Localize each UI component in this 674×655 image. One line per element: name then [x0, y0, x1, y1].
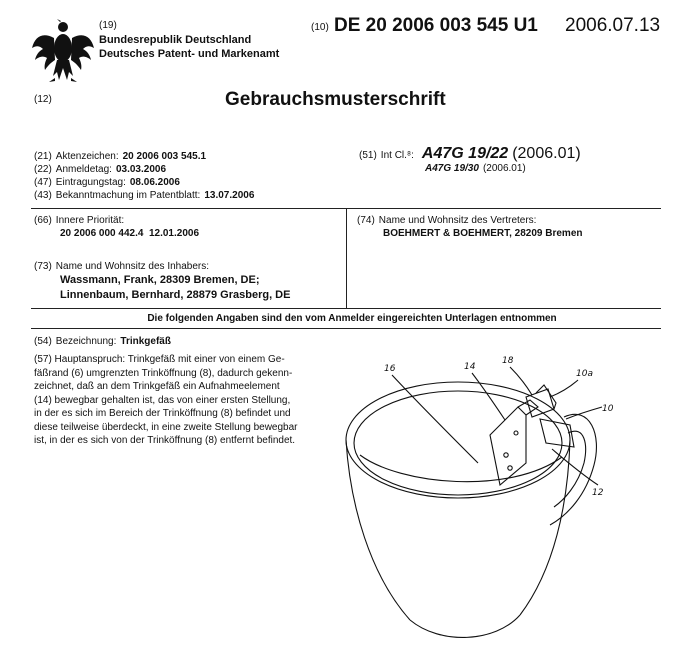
inid-code: (22) [34, 164, 52, 175]
primary-classification-year: (2006.01) [512, 145, 581, 162]
claim-line: (14) bewegbar gehalten ist, das von einer ersten Stellung, [34, 394, 291, 406]
inid-code: (47) [34, 177, 52, 188]
representative-label: Name und Wohnsitz des Vertreters: [378, 215, 537, 226]
patent-drawing-mug [340, 345, 660, 650]
claim-line: zeichnet, daß an dem Trinkgefäß ein Aufnahmeelement [34, 381, 280, 392]
drawing-label-10: 10 [602, 404, 614, 414]
drawing-label-12: 12 [592, 488, 604, 498]
inid-code-74: (74) [357, 215, 375, 226]
drawing-label-16: 16 [384, 364, 396, 374]
inid-code-51: (51) [359, 150, 377, 161]
priority-value: 20 2006 000 442.4 12.01.2006 [60, 228, 200, 239]
biblio-row-22 [34, 163, 254, 176]
office-name: Deutsches Patent- und Markenamt [99, 48, 280, 60]
claim-line: (57) Hauptanspruch: Trinkgefäß mit einer von einem Ge- [34, 354, 285, 365]
priority-label: Innere Priorität: [55, 215, 125, 226]
claim-line: diese teilweise überdeckt, in eine zweite Stellung bewegbar [34, 421, 298, 433]
int-cl-label: Int Cl.⁸: [380, 150, 414, 161]
drawing-label-18: 18 [502, 356, 514, 366]
field-value: 20 2006 003 545.1 [122, 151, 207, 162]
drawing-label-14: 14 [464, 362, 476, 372]
secondary-classification: A47G 19/30 [425, 163, 479, 174]
designation-label: Bezeichnung: [55, 336, 117, 347]
document-type-title: Gebrauchsmusterschrift [225, 89, 446, 110]
inid-code: (43) [34, 190, 52, 201]
table-rule-middle [346, 208, 347, 308]
biblio-row-21 [34, 150, 254, 163]
claim-line: fäßrand (6) umgrenzten Trinköffnung (8), dadurch gekenn- [34, 367, 293, 379]
field-value: 03.03.2006 [115, 164, 167, 175]
classification-block [359, 145, 581, 174]
field-label: Eintragungstag: [55, 177, 126, 188]
applicant-notice: Die folgenden Angaben sind den vom Anmelder eingereichten Unterlagen entnommen [147, 313, 557, 324]
field-value: 13.07.2006 [204, 190, 255, 201]
inid-code-12: (12) [34, 94, 52, 105]
field-value: 08.06.2006 [129, 177, 180, 188]
publication-number: DE 20 2006 003 545 U1 [334, 15, 538, 36]
owner-label: Name und Wohnsitz des Inhabers: [55, 261, 210, 272]
drawing-label-10a: 10a [576, 369, 593, 379]
designation-value: Trinkgefäß [120, 336, 171, 347]
publication-date: 2006.07.13 [565, 15, 661, 36]
representative-block [357, 214, 583, 240]
inid-code-54: (54) [34, 336, 52, 347]
claim-line: in der es sich im Bereich der Trinköffnung (8) befindet und [34, 408, 291, 419]
inid-code-73: (73) [34, 261, 52, 272]
inid-code-66: (66) [34, 215, 52, 226]
field-label: Bekanntmachung im Patentblatt: [55, 190, 201, 201]
primary-classification: A47G 19/22 [421, 145, 509, 162]
inid-code-19: (19) [99, 20, 117, 31]
priority-block [34, 214, 199, 240]
owner-line-2: Linnenbaum, Bernhard, 28879 Grasberg, DE [60, 289, 291, 301]
inid-code-10: (10) [311, 22, 329, 33]
biblio-row-47 [34, 176, 254, 189]
biblio-row-43 [34, 189, 254, 202]
main-claim [34, 353, 334, 448]
table-rule-bottom [31, 308, 661, 309]
field-label: Anmeldetag: [55, 164, 112, 175]
bibliographic-data [34, 150, 254, 202]
owner-block [34, 260, 290, 303]
representative-value: BOEHMERT & BOEHMERT, 28209 Bremen [383, 228, 583, 239]
federal-eagle-emblem [31, 18, 95, 84]
inid-code: (21) [34, 151, 52, 162]
owner-line-1: Wassmann, Frank, 28309 Bremen, DE; [60, 274, 260, 286]
secondary-classification-year: (2006.01) [482, 163, 526, 174]
claim-line: ist, in der es sich von der Trinköffnung (8) entfernt befindet. [34, 435, 296, 446]
designation-block [34, 335, 171, 348]
table-rule-notice [31, 328, 661, 329]
country-name: Bundesrepublik Deutschland [99, 34, 252, 46]
field-label: Aktenzeichen: [55, 151, 119, 162]
